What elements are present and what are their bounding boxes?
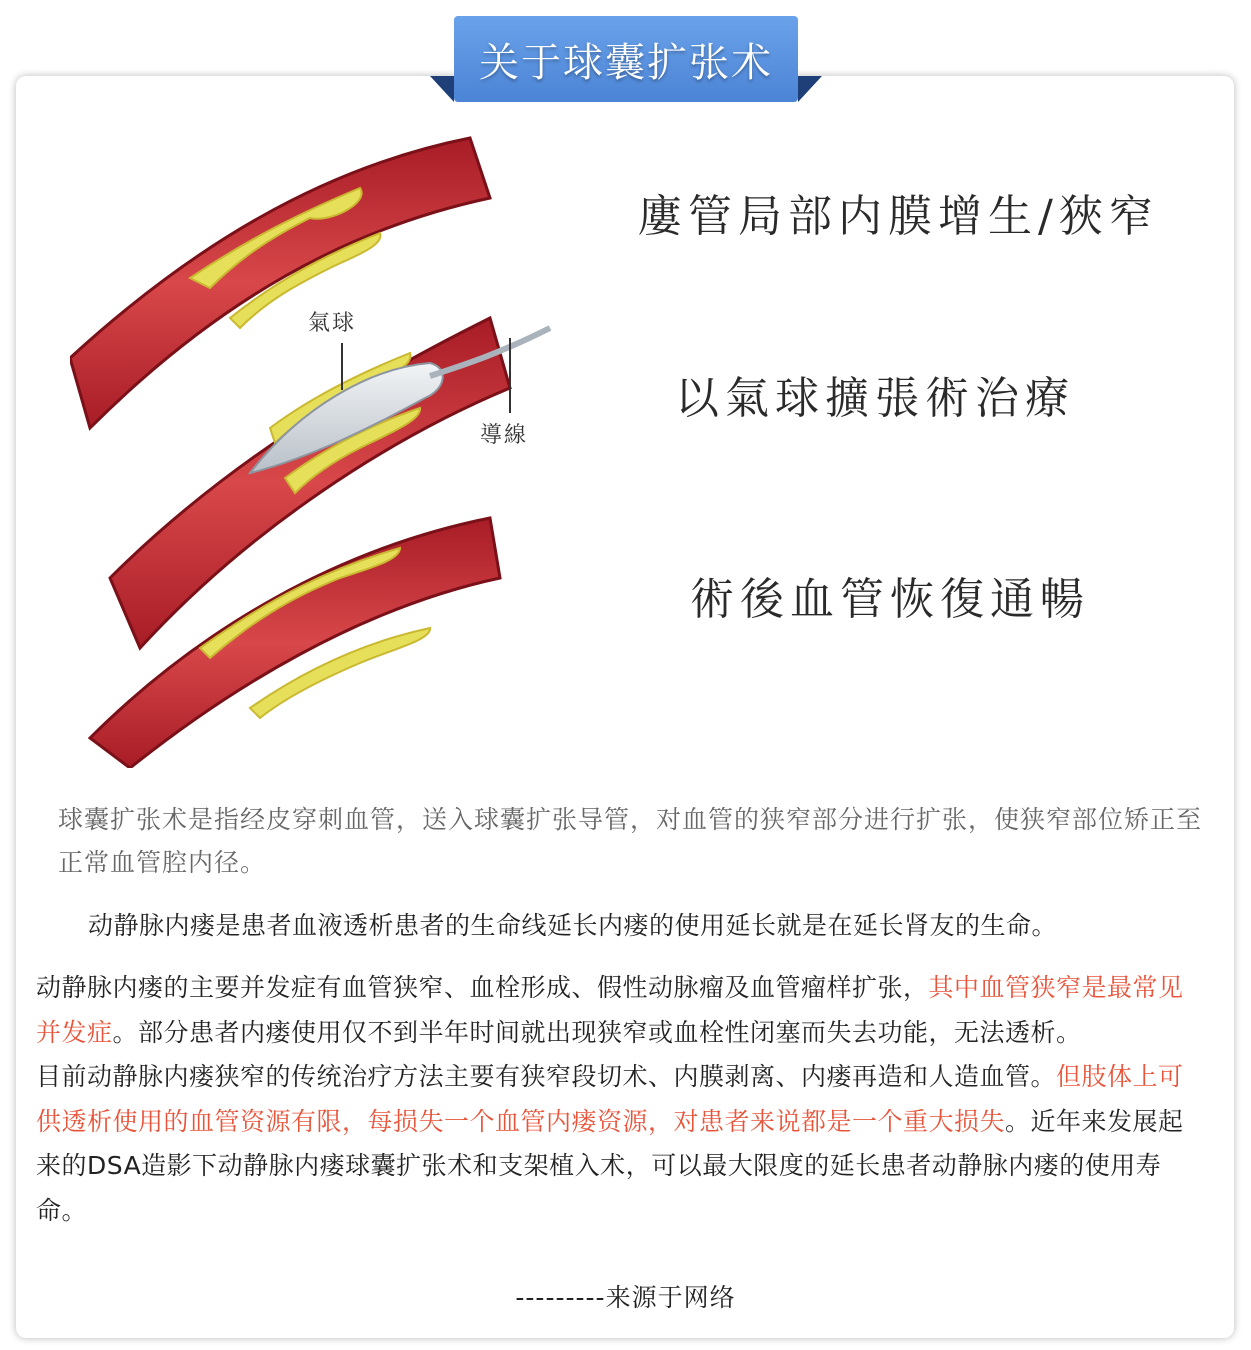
text-segment: 动静脉内瘘的主要并发症有血管狭窄、血栓形成、假性动脉瘤及血管瘤样扩张， (36, 973, 929, 1002)
treatment-label: 以氣球擴張術治療 (675, 373, 1075, 424)
text-segment: 。近年来发展起来的DSA造影下动静脉内瘘球囊扩张术和支架植入术，可以最大限度的延长患者动静脉内瘘的使用寿命。 (36, 1106, 1184, 1225)
title-banner (430, 16, 822, 102)
highlight-loss: 但肢体上可供透析使用的血管资源有限，每损失一个血管内瘘资源，对患者来说都是一个重大损失 (36, 1062, 1184, 1136)
balloon-label: 氣球 (308, 311, 357, 336)
banner-fold-right (798, 76, 822, 102)
banner-fold-left (430, 76, 454, 102)
balloon-angioplasty-illustration (70, 128, 1190, 768)
text-segment: 。部分患者内瘘使用仅不到半年时间就出现狭窄或血栓性闭塞而失去功能，无法透析。 (112, 1017, 1082, 1047)
image-caption: 球囊扩张术是指经皮穿刺血管，送入球囊扩张导管，对血管的狭窄部分进行扩张，使狭窄部位矫正至正常血管腔内径。 (58, 805, 1203, 877)
highlight-stenosis: 其中血管狭窄是最常见并发症 (36, 973, 1184, 1047)
result-label: 術後血管恢復通暢 (690, 574, 1090, 625)
page-title: 关于球囊扩张术 (454, 16, 798, 102)
text-segment: 目前动静脉内瘘狭窄的传统治疗方法主要有狭窄段切术、内膜剥离、内瘘再造和人造血管。 (36, 1062, 1057, 1091)
paragraph-lifeline: 动静脉内瘘是患者血液透析患者的生命线延长内瘘的使用延长就是在延长肾友的生命。 (88, 911, 1058, 940)
guidewire-label: 導線 (480, 423, 529, 448)
paragraph-complications (36, 966, 1196, 1233)
stenosis-label: 廔管局部内膜增生/狹窄 (638, 191, 1159, 242)
source-note: ---------来源于网络 (515, 1283, 736, 1312)
